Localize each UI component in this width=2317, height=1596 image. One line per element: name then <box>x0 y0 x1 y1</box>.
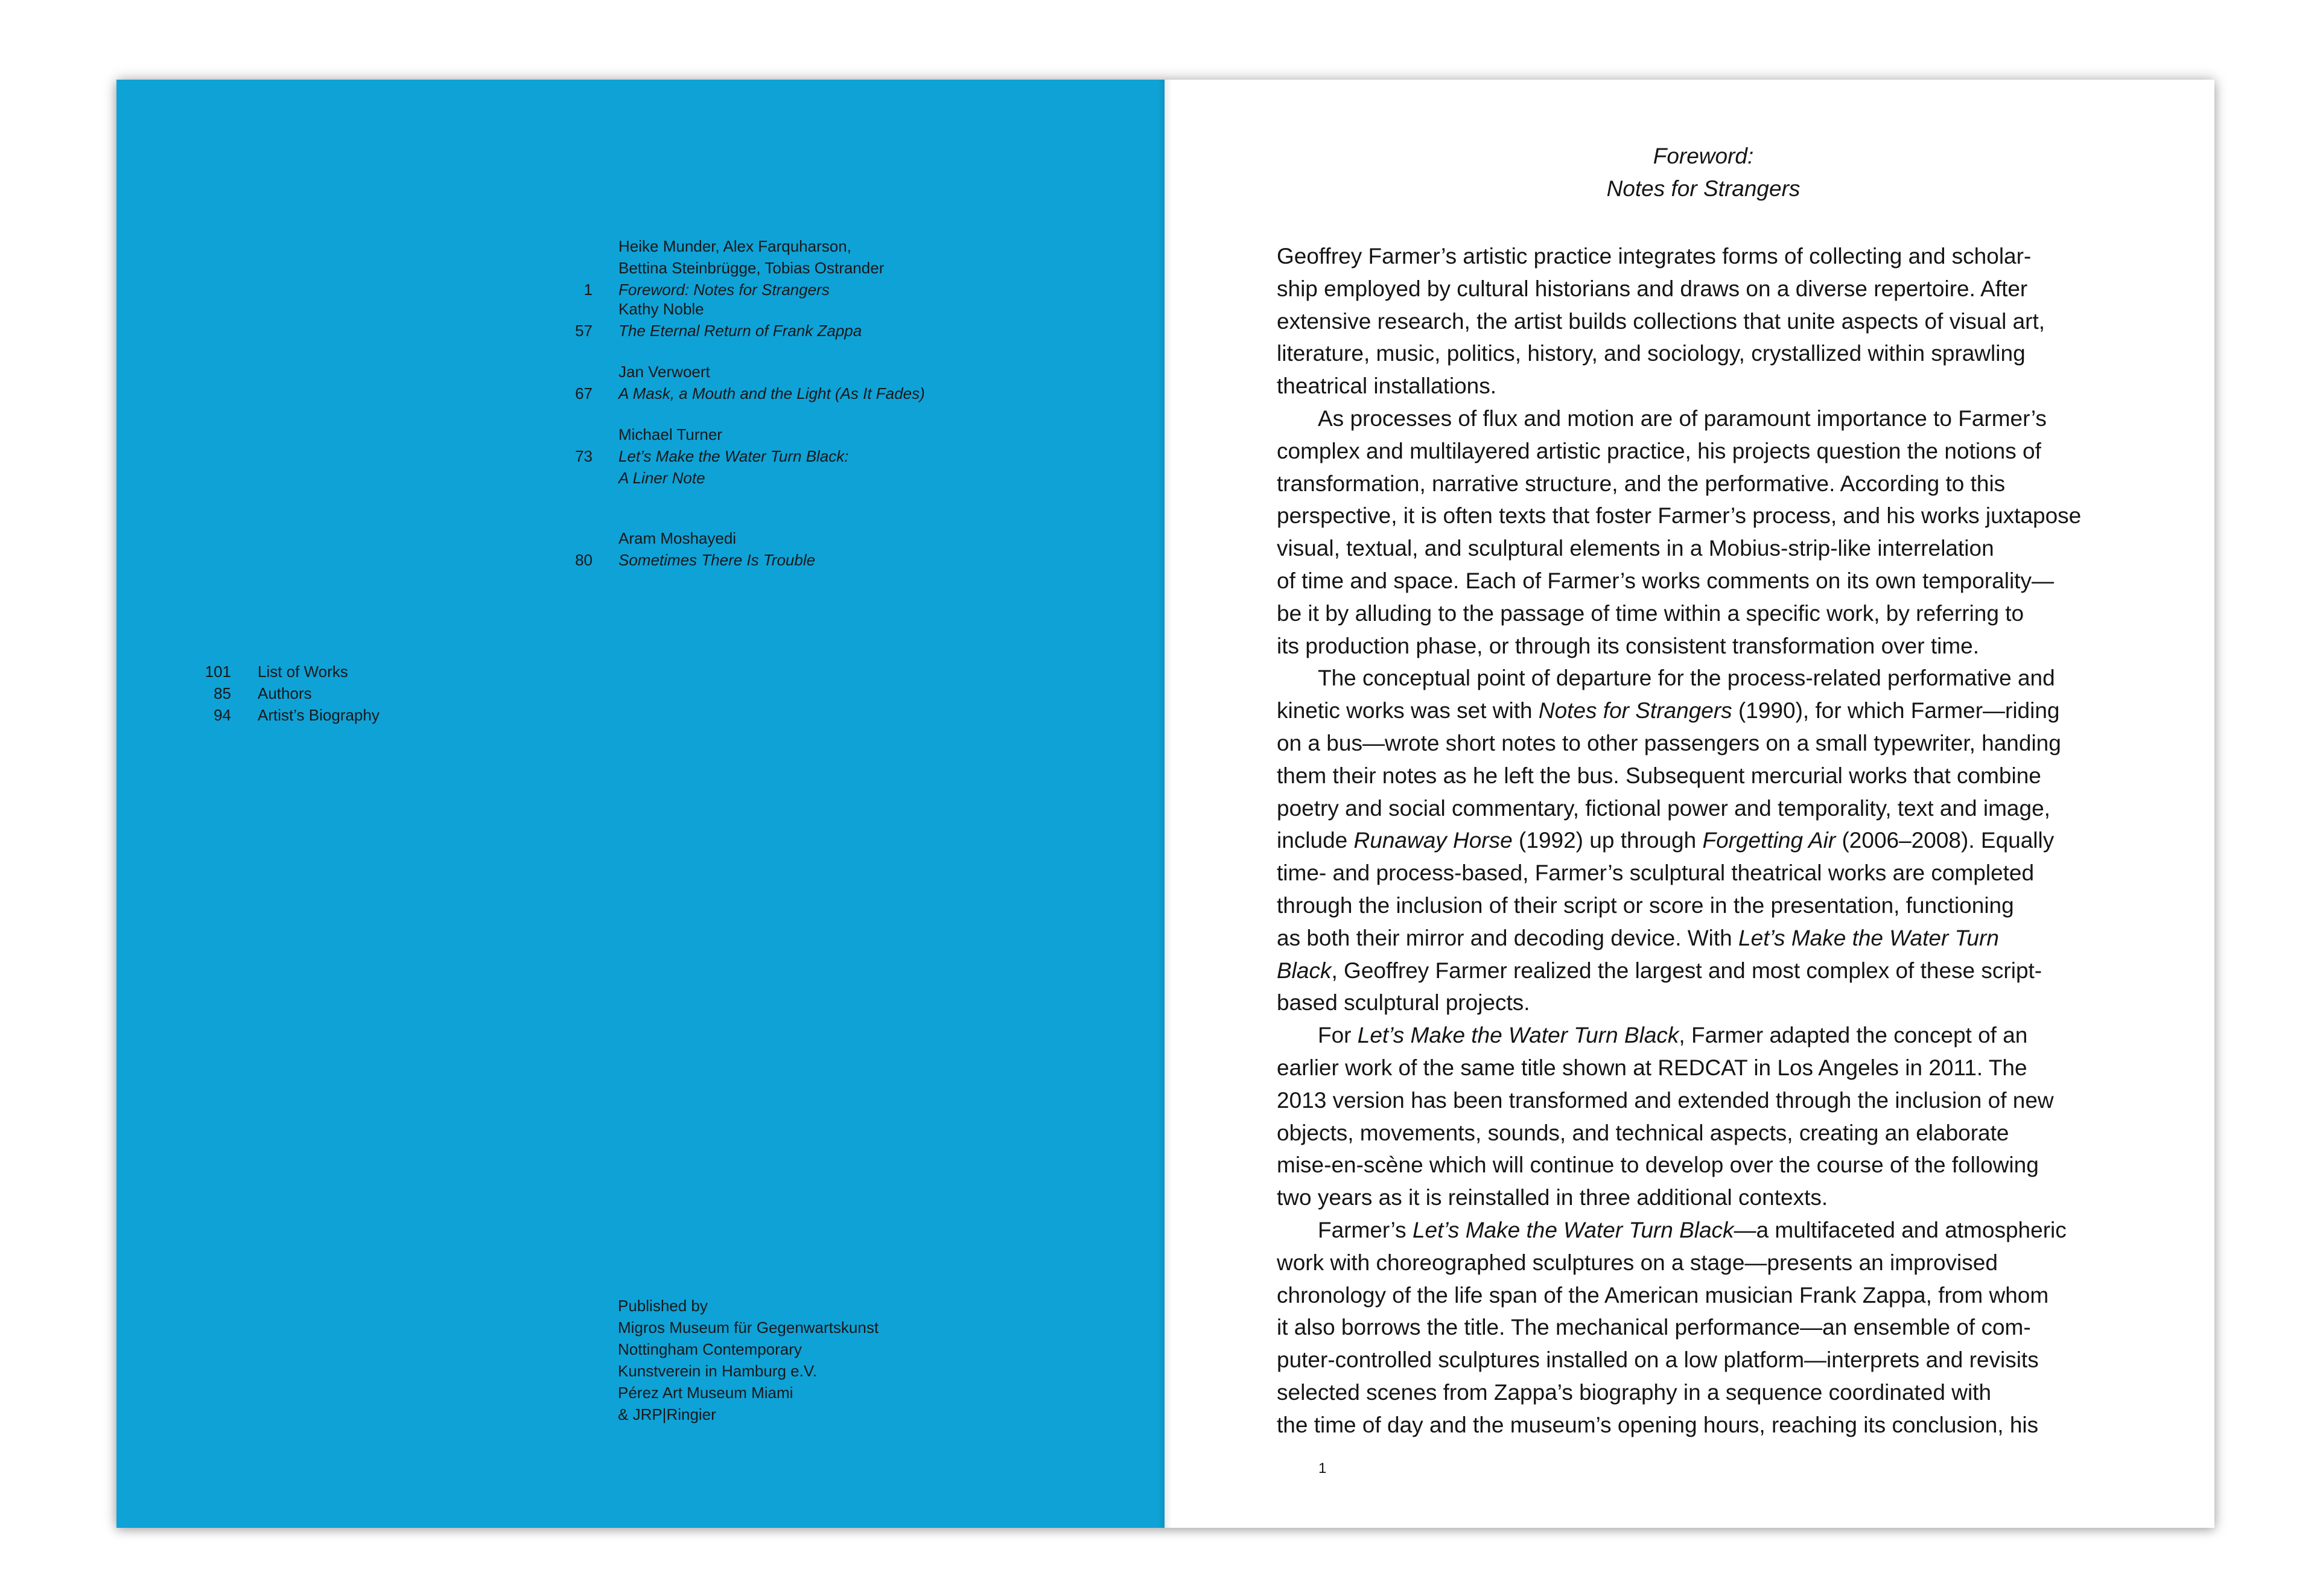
text-run: (1992) up through <box>1512 828 1703 853</box>
body-text-line <box>1277 1181 2140 1214</box>
body-text-line <box>1277 857 2140 889</box>
italic-work-title: Let’s Make the Water Turn <box>1738 925 1999 950</box>
text-run: The conceptual point of departure for the process-related performative and <box>1318 666 2055 691</box>
left-page-contents <box>116 80 1165 1528</box>
text-run: selected scenes from Zappa’s biography in a sequence coordinated with <box>1277 1379 1992 1405</box>
body-text-line <box>1277 922 2140 955</box>
foreword-body-text <box>1277 240 2140 1441</box>
body-text-line <box>1277 370 2140 402</box>
foreword-title <box>1165 140 2214 205</box>
body-text-line <box>1277 630 2140 663</box>
text-run: on a bus—wrote short notes to other passengers on a small typewriter, handing <box>1277 730 2061 755</box>
toc-secondary-item <box>116 661 720 682</box>
italic-work-title: Let’s Make the Water Turn Black <box>1357 1023 1679 1048</box>
body-text-line <box>1277 727 2140 760</box>
toc-author: Heike Munder, Alex Farquharson, <box>618 237 851 255</box>
text-run: (2006–2008). Equally <box>1835 828 2055 853</box>
publisher-line: & JRP|Ringier <box>618 1405 716 1423</box>
toc-page-number: 101 <box>205 663 231 681</box>
text-run: visual, textual, and sculptural elements in a Mobius-strip-like interrelation <box>1277 536 1994 561</box>
text-run: , Geoffrey Farmer realized the largest and most complex of these script- <box>1331 958 2042 983</box>
body-text-line <box>1277 240 2140 273</box>
text-run: puter-controlled sculptures installed on a low platform—interprets and revisits <box>1277 1347 2039 1373</box>
toc-title: A Mask, a Mouth and the Light (As It Fades) <box>618 384 925 402</box>
text-run: theatrical installations. <box>1277 374 1497 399</box>
text-run: mise-en-scène which will continue to develop over the course of the following <box>1277 1152 2039 1178</box>
body-text-line <box>1277 500 2140 532</box>
body-text-line <box>1277 1084 2140 1117</box>
toc-entry-text <box>618 527 1137 571</box>
toc-title: Let’s Make the Water Turn Black: <box>618 447 849 465</box>
body-text-line <box>1277 889 2140 922</box>
toc-page-number: 1 <box>583 281 593 299</box>
toc-secondary-item <box>116 682 720 704</box>
body-text-line <box>1277 532 2140 565</box>
body-text-line <box>1277 1344 2140 1376</box>
toc-author: Michael Turner <box>618 425 722 444</box>
text-run: Geoffrey Farmer’s artistic practice integrates forms of collecting and scholar- <box>1277 244 2032 269</box>
text-run: Farmer’s <box>1318 1217 1413 1242</box>
page-number: 1 <box>1318 1460 1327 1477</box>
toc-title: Sometimes There Is Trouble <box>618 551 816 569</box>
text-run: it also borrows the title. The mechanical performance—an ensemble of com- <box>1277 1315 2031 1340</box>
toc-page-number: 80 <box>575 551 593 569</box>
text-run: kinetic works was set with <box>1277 698 1539 723</box>
body-text-line <box>1277 1247 2140 1279</box>
toc-entry-text <box>618 361 1137 404</box>
body-text-line <box>1277 305 2140 338</box>
body-text-line <box>1277 987 2140 1019</box>
body-text-line <box>1277 1052 2140 1084</box>
body-text-line <box>1277 1019 2140 1052</box>
toc-entry-text <box>618 235 1137 300</box>
toc-author: Bettina Steinbrügge, Tobias Ostrander <box>618 259 885 277</box>
body-text-line <box>1277 1409 2140 1442</box>
text-run: objects, movements, sounds, and technical aspects, creating an elaborate <box>1277 1120 2009 1145</box>
secondary-contents-list <box>116 661 720 726</box>
text-run: be it by alluding to the passage of time within a specific work, by referring to <box>1277 600 2024 626</box>
publisher-credits <box>618 1295 1101 1425</box>
toc-page-number: 57 <box>575 322 593 340</box>
body-text-line <box>1277 695 2140 727</box>
body-text-line <box>1277 792 2140 825</box>
toc-section-label: Artist’s Biography <box>258 706 380 724</box>
text-run: include <box>1277 828 1354 853</box>
body-text-line <box>1277 1214 2140 1247</box>
publisher-line: Kunstverein in Hamburg e.V. <box>618 1362 818 1380</box>
text-run: —a multifaceted and atmospheric <box>1734 1217 2067 1242</box>
foreword-title-line: Foreword: <box>1653 144 1754 168</box>
body-text-line <box>1277 824 2140 857</box>
body-text-line <box>1277 435 2140 468</box>
toc-section-label: List of Works <box>258 663 348 681</box>
text-run: earlier work of the same title shown at REDCAT in Los Angeles in 2011. The <box>1277 1055 2027 1080</box>
toc-page-number: 73 <box>575 447 593 465</box>
text-run: As processes of flux and motion are of paramount importance to Farmer’s <box>1318 405 2047 431</box>
body-text-line <box>1277 1279 2140 1312</box>
italic-work-title: Runaway Horse <box>1353 828 1513 853</box>
body-text-line <box>1277 1117 2140 1149</box>
text-run: through the inclusion of their script or score in the presentation, functioning <box>1277 892 2014 918</box>
text-run: 2013 version has been transformed and extended through the inclusion of new <box>1277 1087 2054 1113</box>
text-run: as both their mirror and decoding device. With <box>1277 925 1739 950</box>
body-text-line <box>1277 597 2140 630</box>
body-text-line <box>1277 955 2140 987</box>
right-page-foreword <box>1165 80 2214 1528</box>
text-run: perspective, it is often texts that foster Farmer’s process, and his works juxtapose <box>1277 503 2082 529</box>
text-run: chronology of the life span of the American musician Frank Zappa, from whom <box>1277 1282 2049 1308</box>
body-text-line <box>1277 662 2140 695</box>
toc-author: Kathy Noble <box>618 300 704 318</box>
toc-page-number: 85 <box>214 684 231 702</box>
text-run: literature, music, politics, history, and sociology, crystallized within sprawling <box>1277 341 2026 366</box>
toc-secondary-item <box>116 704 720 726</box>
toc-author: Aram Moshayedi <box>618 529 737 547</box>
text-run: based sculptural projects. <box>1277 990 1530 1016</box>
text-run: time- and process-based, Farmer’s sculptural theatrical works are completed <box>1277 860 2035 886</box>
toc-author: Jan Verwoert <box>618 363 710 381</box>
text-run: two years as it is reinstalled in three additional contexts. <box>1277 1185 1828 1210</box>
text-run: the time of day and the museum’s opening hours, reaching its conclusion, his <box>1277 1412 2039 1437</box>
body-text-line <box>1277 1376 2140 1409</box>
text-run: of time and space. Each of Farmer’s works comments on its own temporality— <box>1277 568 2054 593</box>
toc-title: A Liner Note <box>618 469 705 487</box>
italic-work-title: Black <box>1277 958 1332 983</box>
body-text-line <box>1277 565 2140 597</box>
text-run: complex and multilayered artistic practice, his projects question the notions of <box>1277 438 2041 463</box>
publisher-line: Nottingham Contemporary <box>618 1340 802 1358</box>
text-run: (1990), for which Farmer—riding <box>1732 698 2060 723</box>
toc-section-label: Authors <box>258 684 312 702</box>
publisher-line: Migros Museum für Gegenwartskunst <box>618 1318 879 1337</box>
text-run: For <box>1318 1023 1358 1048</box>
text-run: transformation, narrative structure, and the performative. According to this <box>1277 471 2006 496</box>
body-text-line <box>1277 337 2140 370</box>
body-text-line <box>1277 760 2140 792</box>
italic-work-title: Let’s Make the Water Turn Black <box>1412 1217 1734 1242</box>
publisher-line: Published by <box>618 1297 708 1315</box>
text-run: its production phase, or through its consistent transformation over time. <box>1277 633 1980 658</box>
text-run: work with choreographed sculptures on a stage—presents an improvised <box>1277 1250 1998 1275</box>
body-text-line <box>1277 273 2140 305</box>
body-text-line <box>1277 468 2140 500</box>
italic-work-title: Notes for Strangers <box>1538 698 1732 723</box>
foreword-title-line: Notes for Strangers <box>1606 176 1801 201</box>
toc-entry-text <box>618 298 1137 342</box>
body-text-line <box>1277 1149 2140 1181</box>
text-run: extensive research, the artist builds collections that unite aspects of visual art, <box>1277 308 2045 334</box>
body-text-line <box>1277 1311 2140 1344</box>
text-run: ship employed by cultural historians and draws on a diverse repertoire. After <box>1277 276 2028 301</box>
text-run: poetry and social commentary, fictional power and temporality, text and image, <box>1277 795 2050 821</box>
toc-title: Foreword: Notes for Strangers <box>618 281 830 299</box>
text-run: , Farmer adapted the concept of an <box>1679 1023 2028 1048</box>
toc-page-number: 94 <box>214 706 231 724</box>
book-spread <box>116 80 2214 1528</box>
publisher-line: Pérez Art Museum Miami <box>618 1384 793 1402</box>
toc-entry-text <box>618 424 1137 489</box>
italic-work-title: Forgetting Air <box>1702 828 1836 853</box>
body-text-line <box>1277 402 2140 435</box>
toc-page-number: 67 <box>575 384 593 402</box>
toc-title: The Eternal Return of Frank Zappa <box>618 322 862 340</box>
text-run: them their notes as he left the bus. Subsequent mercurial works that combine <box>1277 763 2041 788</box>
